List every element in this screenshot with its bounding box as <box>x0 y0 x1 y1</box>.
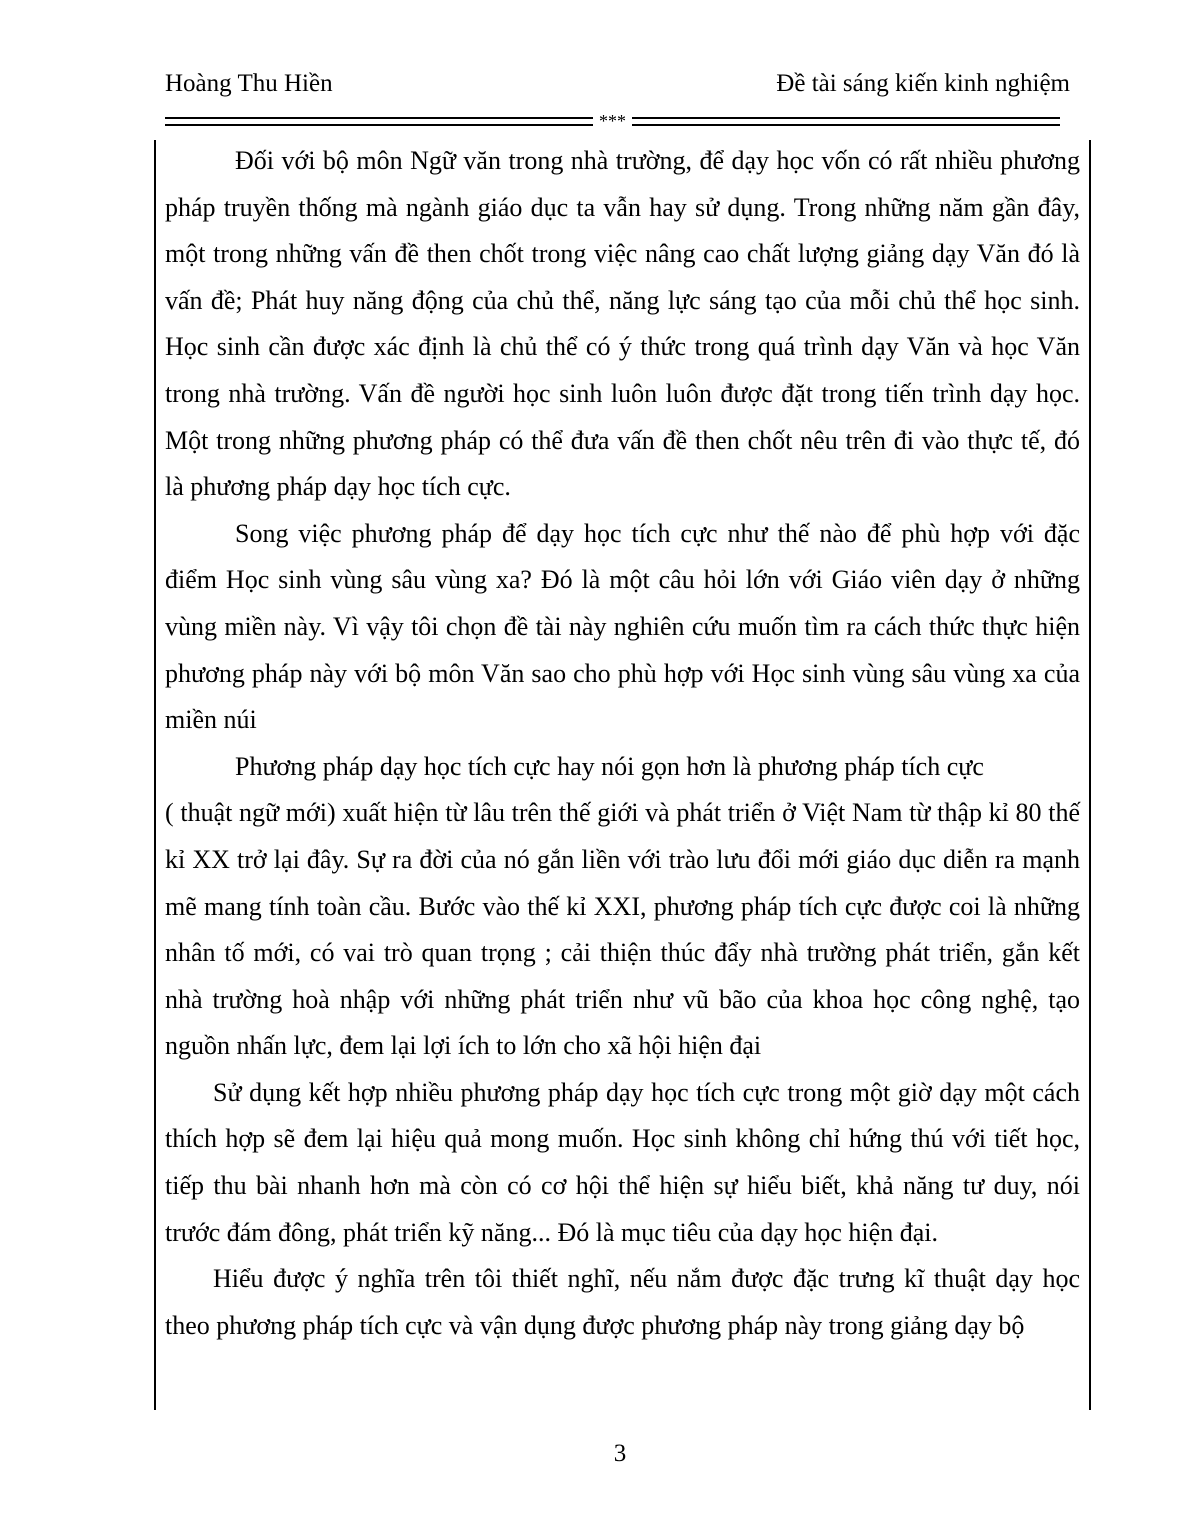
paragraph: Sử dụng kết hợp nhiều phương pháp dạy học tích cực trong một giờ dạy một cách thích hợp sẽ đem lại hiệu quả mong muốn. Học sinh không chỉ hứng thú với tiết học, tiếp thu bài nhanh hơn mà còn có cơ hội thể hiện sự hiểu biết, khả năng tư duy, nói trước đám đông, phát triển kỹ năng... Đó là mục tiêu của dạy học hiện đại. <box>165 1077 1080 1247</box>
page-border-right <box>1089 140 1091 1410</box>
document-body <box>165 138 1080 1349</box>
page-border-left <box>154 140 156 1410</box>
paragraph: Phương pháp dạy học tích cực hay nói gọn hơn là phương pháp tích cực <box>235 751 984 781</box>
header-author: Hoàng Thu Hiền <box>165 70 333 97</box>
paragraph: Song việc phương pháp để dạy học tích cực như thế nào để phù hợp với đặc điểm Học sinh vùng sâu vùng xa? Đó là một câu hỏi lớn với Giáo viên dạy ở những vùng miền này. Vì vậy tôi chọn đề tài này nghiên cứu muốn tìm ra cách thức thực hiện phương pháp này với bộ môn Văn sao cho phù hợp với Học sinh vùng sâu vùng xa của miền núi <box>165 518 1080 735</box>
page-header <box>165 70 1070 106</box>
page-number: 3 <box>613 1440 627 1467</box>
separator-line-left <box>165 117 593 126</box>
header-title: Đề tài sáng kiến kinh nghiệm <box>776 70 1070 97</box>
paragraph: Đối với bộ môn Ngữ văn trong nhà trường, để dạy học vốn có rất nhiều phương pháp truyền thống mà ngành giáo dục ta vẫn hay sử dụng. Trong những năm gần đây, một trong những vấn đề then chốt trong việc nâng cao chất lượng giảng dạy Văn đó là vấn đề; Phát huy năng động của chủ thể, năng lực sáng tạo của mỗi chủ thể học sinh. Học sinh cần được xác định là chủ thể có ý thức trong quá trình dạy Văn và học Văn trong nhà trường. Vấn đề người học sinh luôn luôn được đặt trong tiến trình dạy học. Một trong những phương pháp có thể đưa vấn đề then chốt nêu trên đi vào thực tế, đó là phương pháp dạy học tích cực. <box>165 146 1080 502</box>
separator-stars: *** <box>599 111 626 131</box>
separator-line-right <box>632 117 1060 126</box>
paragraph: ( thuật ngữ mới) xuất hiện từ lâu trên thế giới và phát triển ở Việt Nam từ thập kỉ 80 thế kỉ XX trở lại đây. Sự ra đời của nó gắn liền với trào lưu đổi mới giáo dục diễn ra mạnh mẽ mang tính toàn cầu. Bước vào thế kỉ XXI, phương pháp tích cực được coi là những nhân tố mới, có vai trò quan trọng ; cải thiện thúc đẩy nhà trường phát triển, gắn kết nhà trường hoà nhập với những phát triển như vũ bão của khoa học công nghệ, tạo nguồn nhấn lực, đem lại lợi ích to lớn cho xã hội hiện đại <box>165 798 1080 1061</box>
paragraph: Hiểu được ý nghĩa trên tôi thiết nghĩ, nếu nắm được đặc trưng kĩ thuật dạy học theo phương pháp tích cực và vận dụng được phương pháp này trong giảng dạy bộ <box>165 1264 1080 1340</box>
header-separator <box>165 111 1060 131</box>
